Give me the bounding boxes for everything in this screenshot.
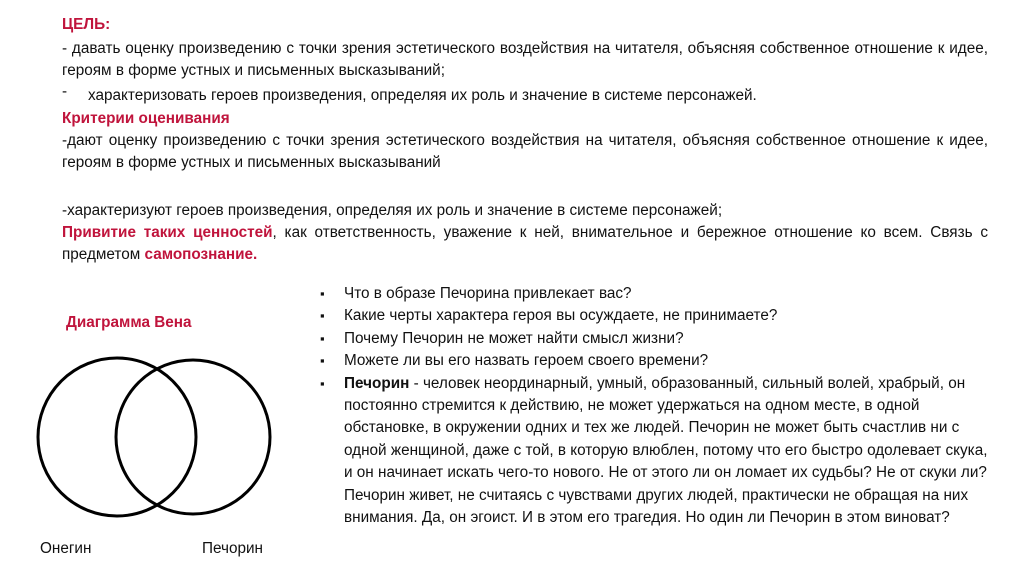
criteria-heading: Критерии оценивания — [62, 110, 230, 127]
question-text: Можете ли вы его назвать героем своего времени? — [344, 352, 709, 370]
venn-left-label: Онегин — [40, 540, 92, 557]
venn-right-label: Печорин — [202, 540, 263, 557]
values-paragraph — [62, 222, 988, 266]
bullet-icon: ▪ — [320, 286, 325, 301]
criteria-item-1: -дают оценку произведению с точки зрения эстетического воздействия на читателя, объясняя собственное отношение к идее, героям в форме устных и письменных высказываний — [62, 132, 988, 171]
bullet-icon: ▪ — [320, 308, 325, 324]
bullet-icon: ▪ — [320, 353, 325, 369]
list-item — [318, 350, 998, 372]
question-text: Какие черты характера героя вы осуждаете, не принимаете? — [344, 307, 778, 325]
goal-line-2 — [62, 85, 988, 107]
venn-diagram — [0, 350, 300, 550]
goal-line-2-text: характеризовать героев произведения, определяя их роль и значение в системе персонажей. — [88, 87, 757, 104]
bullet-icon: ▪ — [320, 330, 325, 346]
list-item — [318, 305, 998, 327]
goal-line-1: - давать оценку произведению с точки зрения эстетического воздействия на читателя, объясняя собственное отношение к идее, героям в форме устных и письменных высказываний; — [62, 40, 988, 79]
venn-title: Диаграмма Вена — [66, 314, 192, 331]
question-text: Что в образе Печорина привлекает вас? — [344, 285, 632, 302]
values-text: , как ответственность, уважение к ней, внимательное и бережное отношение ко всем. Связь с предметом — [62, 224, 988, 263]
list-item — [318, 373, 998, 530]
question-text: Почему Печорин не может найти смысл жизни? — [344, 329, 684, 347]
bullet-icon: ▪ — [320, 375, 325, 391]
questions-list — [318, 283, 998, 529]
goal-line-2-marker: - — [62, 83, 68, 100]
list-item — [318, 283, 998, 305]
values-highlight: Привитие таких ценностей — [62, 224, 273, 241]
criteria-item-2: -характеризуют героев произведения, определяя их роль и значение в системе персонажей; — [62, 202, 723, 219]
venn-right-circle — [116, 360, 270, 514]
list-item — [318, 328, 998, 350]
pechorin-description: - человек неординарный, умный, образованный, сильный волей, храбрый, он постоянно стремится к действию, не может удержаться на одном месте, в одной обстановке, в окружении одних и тех же людей. Печорин не может быть счастлив ни с одной женщиной, даже с той, в которую влюблен, потому что его быстро одолевает скука, и он начинает искать чего-то нового. Не от этого ли он ломает их судьбы? Не от скуки ли? Печорин живет, не считаясь с чувствами других людей, практически не обращая на них внимания. Да, он эгоист. И в этом его трагедия. Но один ли Печорин в этом виноват? — [344, 374, 988, 527]
values-highlight-2: самопознание. — [144, 246, 258, 263]
goal-heading: ЦЕЛЬ: — [62, 16, 111, 33]
pechorin-name: Печорин — [344, 374, 410, 392]
